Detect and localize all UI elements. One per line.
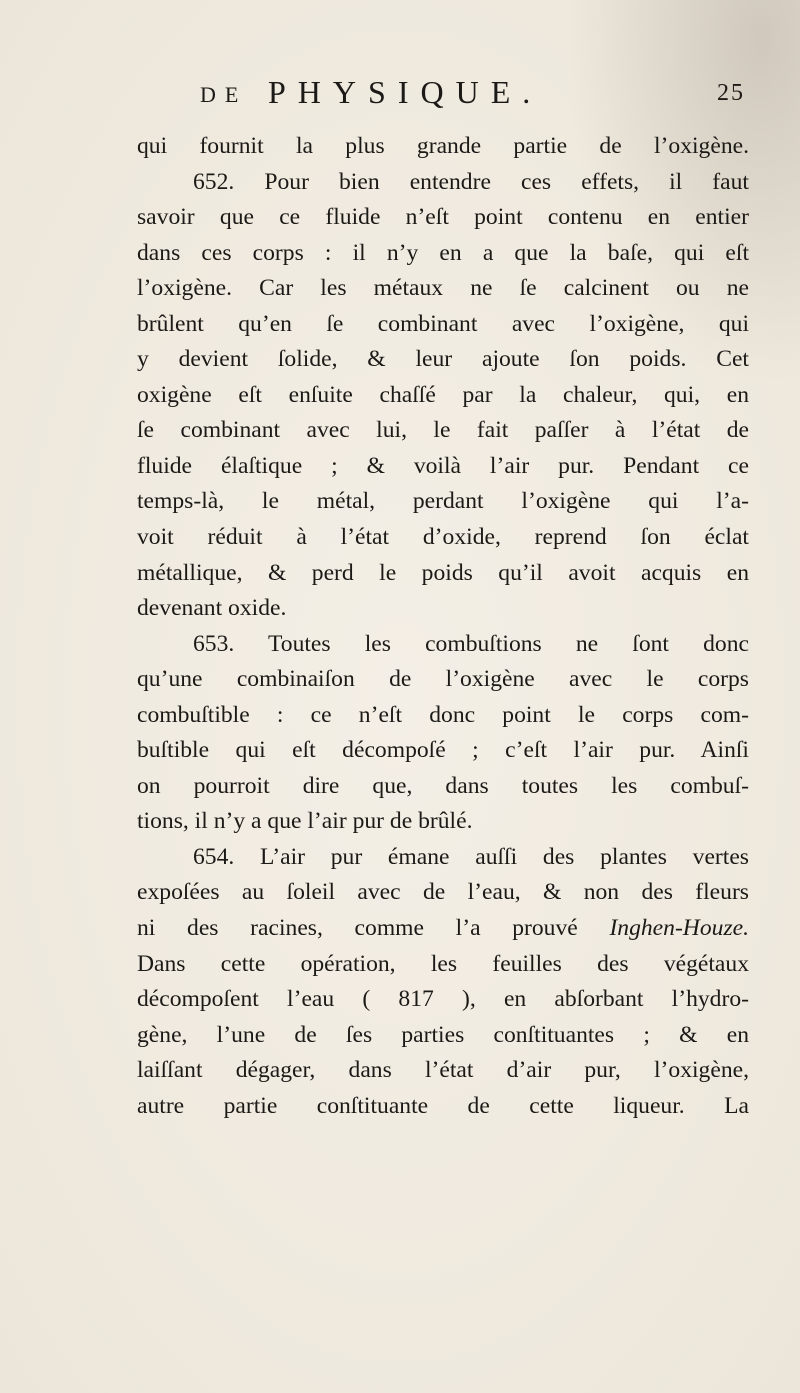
italic-name: Inghen-Houze. xyxy=(609,915,749,942)
text-line: voit réduit à l’état d’oxide, reprend ſon éclat xyxy=(137,524,749,551)
text-line: oxigène eſt enſuite chaſſé par la chaleur, qui, en xyxy=(137,381,749,408)
header-title: PHYSIQUE. xyxy=(268,74,543,110)
text-line: brûlent qu’en ſe combinant avec l’oxigène, qui xyxy=(137,310,749,337)
text-line: combuſtible : ce n’eſt donc point le corps com- xyxy=(137,701,749,728)
text-line: savoir que ce fluide n’eſt point contenu en entier xyxy=(137,204,749,231)
paragraph-653-start: 653. Toutes les combuſtions ne ſont donc xyxy=(193,630,749,657)
text-line: tions, il n’y a que l’air pur de brûlé. xyxy=(137,808,473,835)
text-line: buſtible qui eſt décompoſé ; c’eſt l’air pur. Ainſi xyxy=(137,737,749,764)
paragraph-654-start: 654. L’air pur émane auſſi des plantes vertes xyxy=(193,843,749,870)
text-fragment: ni des racines, comme l’a prouvé xyxy=(137,915,610,942)
text-line: dans ces corps : il n’y en a que la baſe, qui eſt xyxy=(137,239,749,266)
page-number: 25 xyxy=(717,80,745,106)
text-line: Dans cette opération, les feuilles des végétaux xyxy=(137,950,749,977)
paragraph-652-start: 652. Pour bien entendre ces effets, il faut xyxy=(193,168,749,195)
text-line: y devient ſolide, & leur ajoute ſon poids. Cet xyxy=(137,346,749,373)
text-line: temps-là, le métal, perdant l’oxigène qui l’a- xyxy=(137,488,749,515)
body-text xyxy=(137,129,749,1124)
text-line: devenant oxide. xyxy=(137,595,287,622)
text-line: qu’une combinaiſon de l’oxigène avec le corps xyxy=(137,666,749,693)
header-de: DE xyxy=(200,82,248,107)
text-line: gène, l’une de ſes parties conſtituantes ; & en xyxy=(137,1021,749,1048)
text-line: on pourroit dire que, dans toutes les combuſ- xyxy=(137,772,749,799)
text-line: expoſées au ſoleil avec de l’eau, & non des fleurs xyxy=(137,879,749,906)
text-line: décompoſent l’eau ( 817 ), en abſorbant l’hydro- xyxy=(137,986,749,1013)
text-line: fluide élaſtique ; & voilà l’air pur. Pendant ce xyxy=(137,452,749,479)
text-line: laiſſant dégager, dans l’état d’air pur, l’oxigène, xyxy=(137,1057,749,1084)
text-line: métallique, & perd le poids qu’il avoit acquis en xyxy=(137,559,749,586)
text-line: autre partie conſtituante de cette liqueur. La xyxy=(137,1092,749,1119)
running-header xyxy=(200,74,745,118)
text-line-with-name xyxy=(137,911,749,947)
text-line: qui fournit la plus grande partie de l’oxigène. xyxy=(137,133,749,159)
text-line: ſe combinant avec lui, le fait paſſer à l’état de xyxy=(137,417,749,444)
text-line: l’oxigène. Car les métaux ne ſe calcinent ou ne xyxy=(137,275,749,302)
